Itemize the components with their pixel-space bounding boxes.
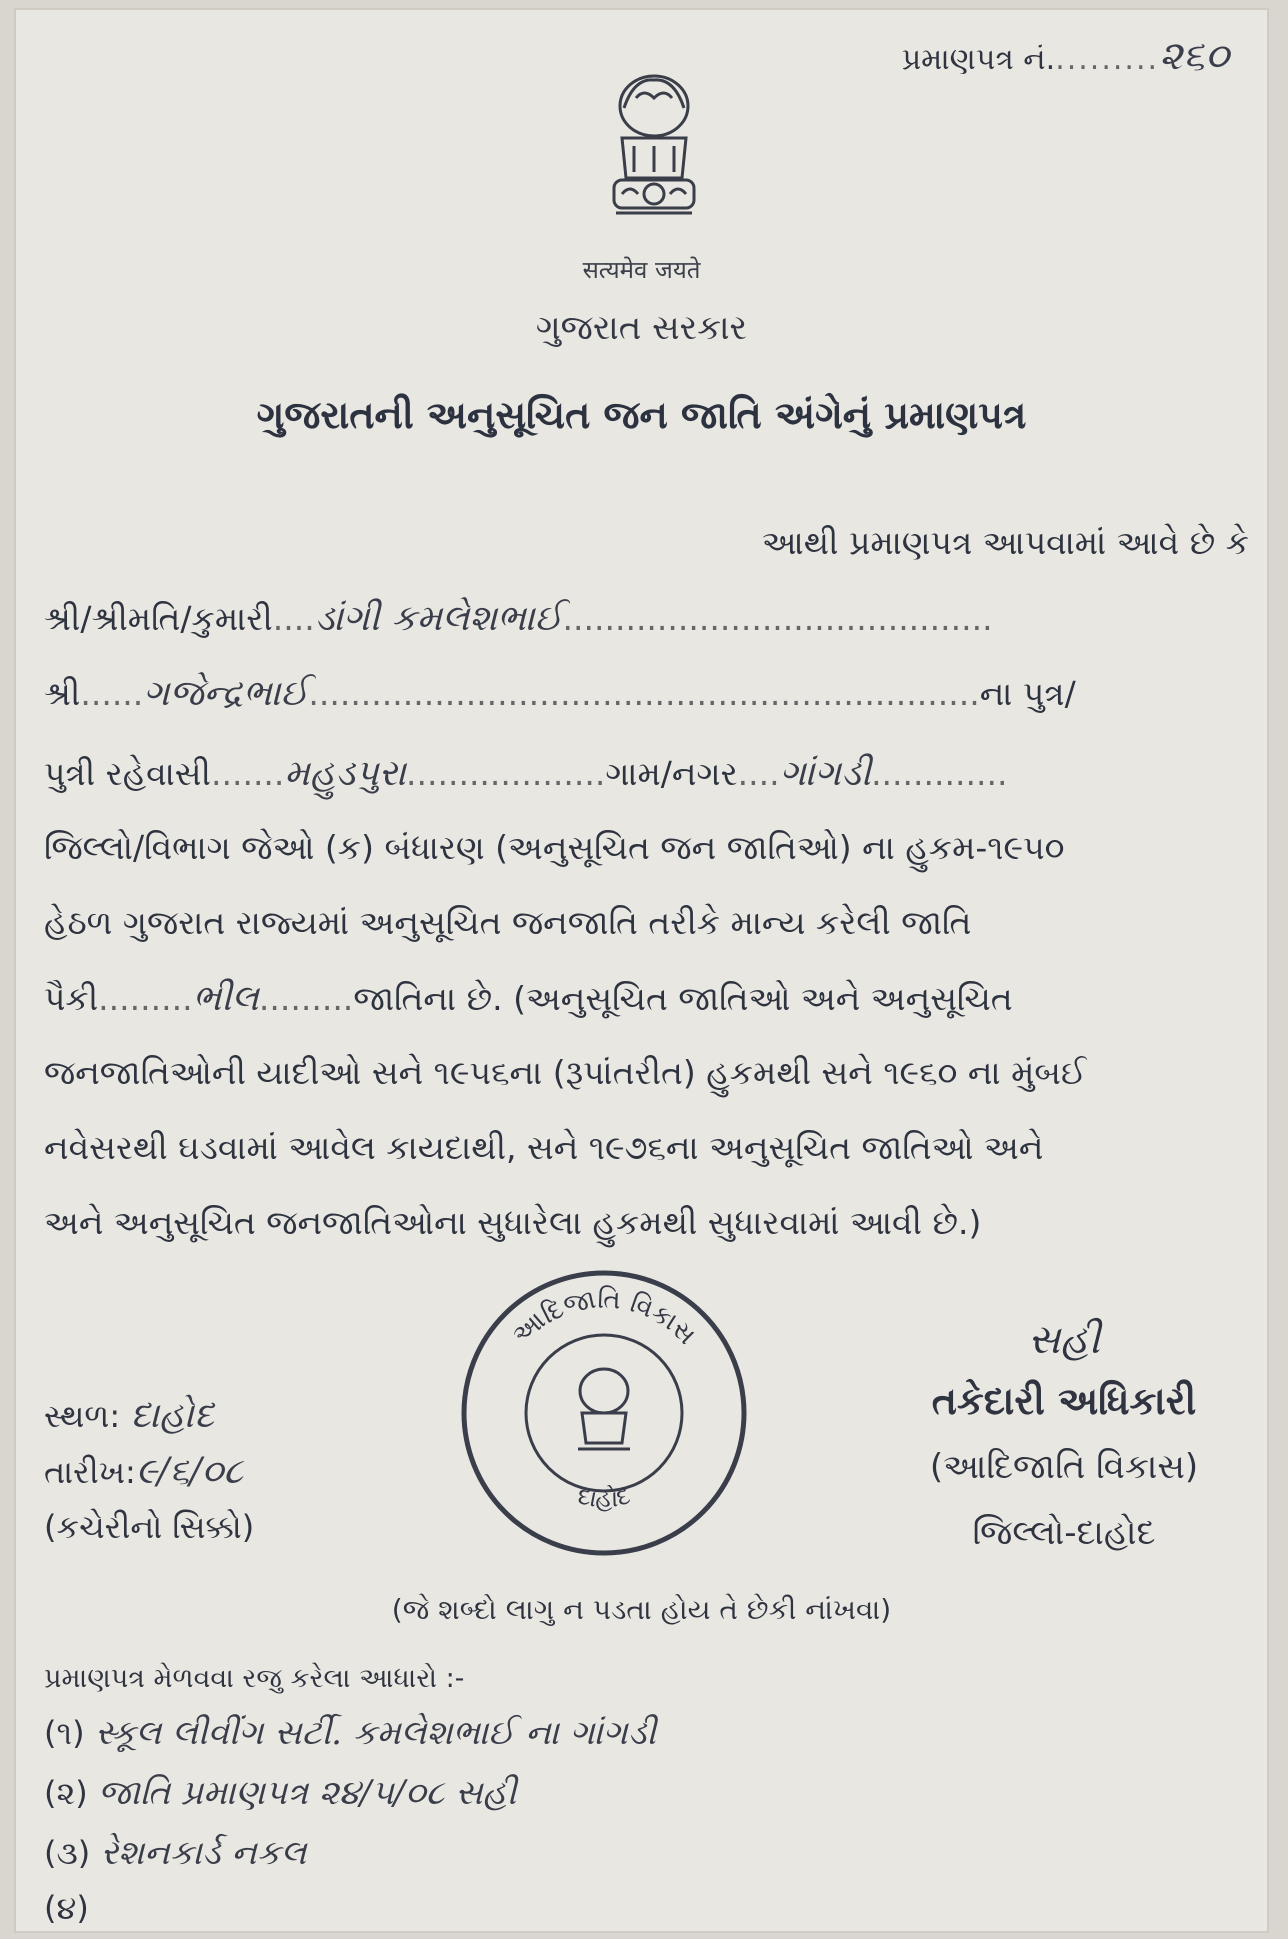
- office-seal-icon: [454, 1263, 754, 1563]
- son-label: ના પુત્ર/: [979, 674, 1076, 713]
- father-value: ગજેન્દ્રભાઈ: [143, 673, 309, 714]
- document-number: (૩): [44, 1834, 91, 1872]
- certificate-page: [14, 8, 1269, 1933]
- document-item: [44, 1713, 656, 1753]
- certificate-number-label: પ્રમાણપત્ર નં.: [901, 42, 1056, 77]
- officer-signature: સહી: [1027, 1317, 1101, 1363]
- government-name: ગુજરાત સરકાર: [535, 308, 748, 348]
- document-item: [44, 1773, 517, 1813]
- paragraph-line-1: જિલ્લો/વિભાગ જેઓ (ક) બંધારણ (અનુસૂચિત જન જાતિઓ) ના હુકમ-૧૯૫૦: [44, 828, 1065, 867]
- seal-text-bottom: દાહોદ: [575, 1481, 633, 1514]
- document-text: સ્કૂલ લીવીંગ સર્ટી. કમલેશભાઈ ના ગાંગડી: [94, 1713, 657, 1753]
- svg-text:દાહોદ: [575, 1481, 633, 1513]
- certificate-title: ગુજરાતની અનુસૂચિત જન જાતિ અંગેનું પ્રમાણપત્ર: [256, 393, 1027, 437]
- name-label: શ્રી/શ્રીમતિ/કુમારી: [44, 599, 273, 638]
- paragraph-line-6: અને અનુસૂચિત જનજાતિઓના સુધારેલા હુકમથી સુધારવામાં આવી છે.): [44, 1203, 982, 1242]
- document-number: (૨): [44, 1774, 88, 1812]
- svg-text:આદિજાતિ વિકાસ: [507, 1285, 702, 1351]
- village-value: ગાંગડી: [779, 753, 872, 794]
- date-value: ૯/૬/૦૮: [135, 1451, 244, 1492]
- father-label: શ્રી: [44, 674, 81, 713]
- motto: सत्यमेव जयते: [582, 256, 701, 284]
- place-value: દાહોદ: [130, 1395, 214, 1436]
- document-number: (૪): [44, 1889, 89, 1927]
- seal-text-top: આદિજાતિ વિકાસ: [506, 1284, 702, 1351]
- certificate-number: પ્રમાણપત્ર નં..........૨૬૦: [901, 33, 1229, 79]
- caste-line: પૈકી.........ભીલ.........જાતિના છે. (અનુસૂચિત જાતિઓ અને અનુસૂચિત: [44, 978, 1013, 1019]
- caste-value: ભીલ: [192, 978, 259, 1019]
- documents-heading: પ્રમાણપત્ર મેળવવા રજુ કરેલા આધારો :-: [44, 1663, 465, 1694]
- father-line: શ્રી......ગજેન્દ્રભાઈ................................................................ના પુત્ર/: [44, 673, 1076, 714]
- name-line: શ્રી/શ્રીમતિ/કુમારી....ડાંગી કમલેશભાઈ.........................................: [44, 598, 993, 639]
- intro-text: આથી પ્રમાણપત્ર આપવામાં આવે છે કે: [761, 523, 1249, 562]
- officer-district: જિલ્લો-દાહોદ: [972, 1513, 1156, 1553]
- document-text: જાતિ પ્રમાણપત્ર ૨૪/૫/૦૮ સહી: [97, 1773, 517, 1813]
- resident-label: પુત્રી રહેવાસી: [44, 754, 211, 793]
- paragraph-line-5: નવેસરથી ઘડવામાં આવેલ કાયદાથી, સને ૧૯૭૬ના અનુસૂચિત જાતિઓ અને: [44, 1128, 1044, 1167]
- date-label: તારીખ:: [44, 1453, 136, 1491]
- paragraph-line-2: હેઠળ ગુજરાત રાજ્યમાં અનુસૂચિત જનજાતિ તરીકે માન્ય કરેલી જાતિ: [44, 903, 972, 942]
- officer-block: [904, 1313, 1224, 1566]
- national-emblem-icon: [594, 68, 714, 243]
- resident-line: પુત્રી રહેવાસી.......મહુડપુરા...................ગામ/નગર....ગાંગડી.............: [44, 753, 1008, 794]
- caste-label-pre: પૈકી: [44, 979, 99, 1018]
- paragraph-line-4: જનજાતિઓની યાદીઓ સને ૧૯૫૬ના (રૂપાંતરીત) હુકમથી સને ૧૯૬૦ ના મુંબઈ: [44, 1053, 1087, 1092]
- office-seal-label: (કચેરીનો સિક્કો): [44, 1508, 255, 1546]
- resident-value: મહુડપુરા: [284, 753, 406, 794]
- officer-department: (આદિજાતિ વિકાસ): [929, 1447, 1199, 1487]
- name-value: ડાંગી કમલેશભાઈ: [314, 598, 563, 639]
- village-label: ગામ/નગર: [605, 754, 738, 793]
- document-text: રેશનકાર્ડ નકલ: [100, 1833, 307, 1873]
- document-number: (૧): [44, 1714, 85, 1752]
- place-label: સ્થળ:: [44, 1397, 121, 1435]
- officer-role: તકેદારી અધિકારી: [931, 1379, 1197, 1423]
- caste-label-post: જાતિના છે. (અનુસૂચિત જાતિઓ અને અનુસૂચિત: [353, 979, 1013, 1018]
- certificate-number-value: ૨૬૦: [1159, 33, 1229, 79]
- document-item: [44, 1833, 306, 1873]
- strike-note: (જે શબ્દો લાગુ ન પડતા હોય તે છેકી નાંખવા): [391, 1593, 892, 1626]
- place-date-block: [44, 1388, 254, 1555]
- document-item: [44, 1888, 89, 1928]
